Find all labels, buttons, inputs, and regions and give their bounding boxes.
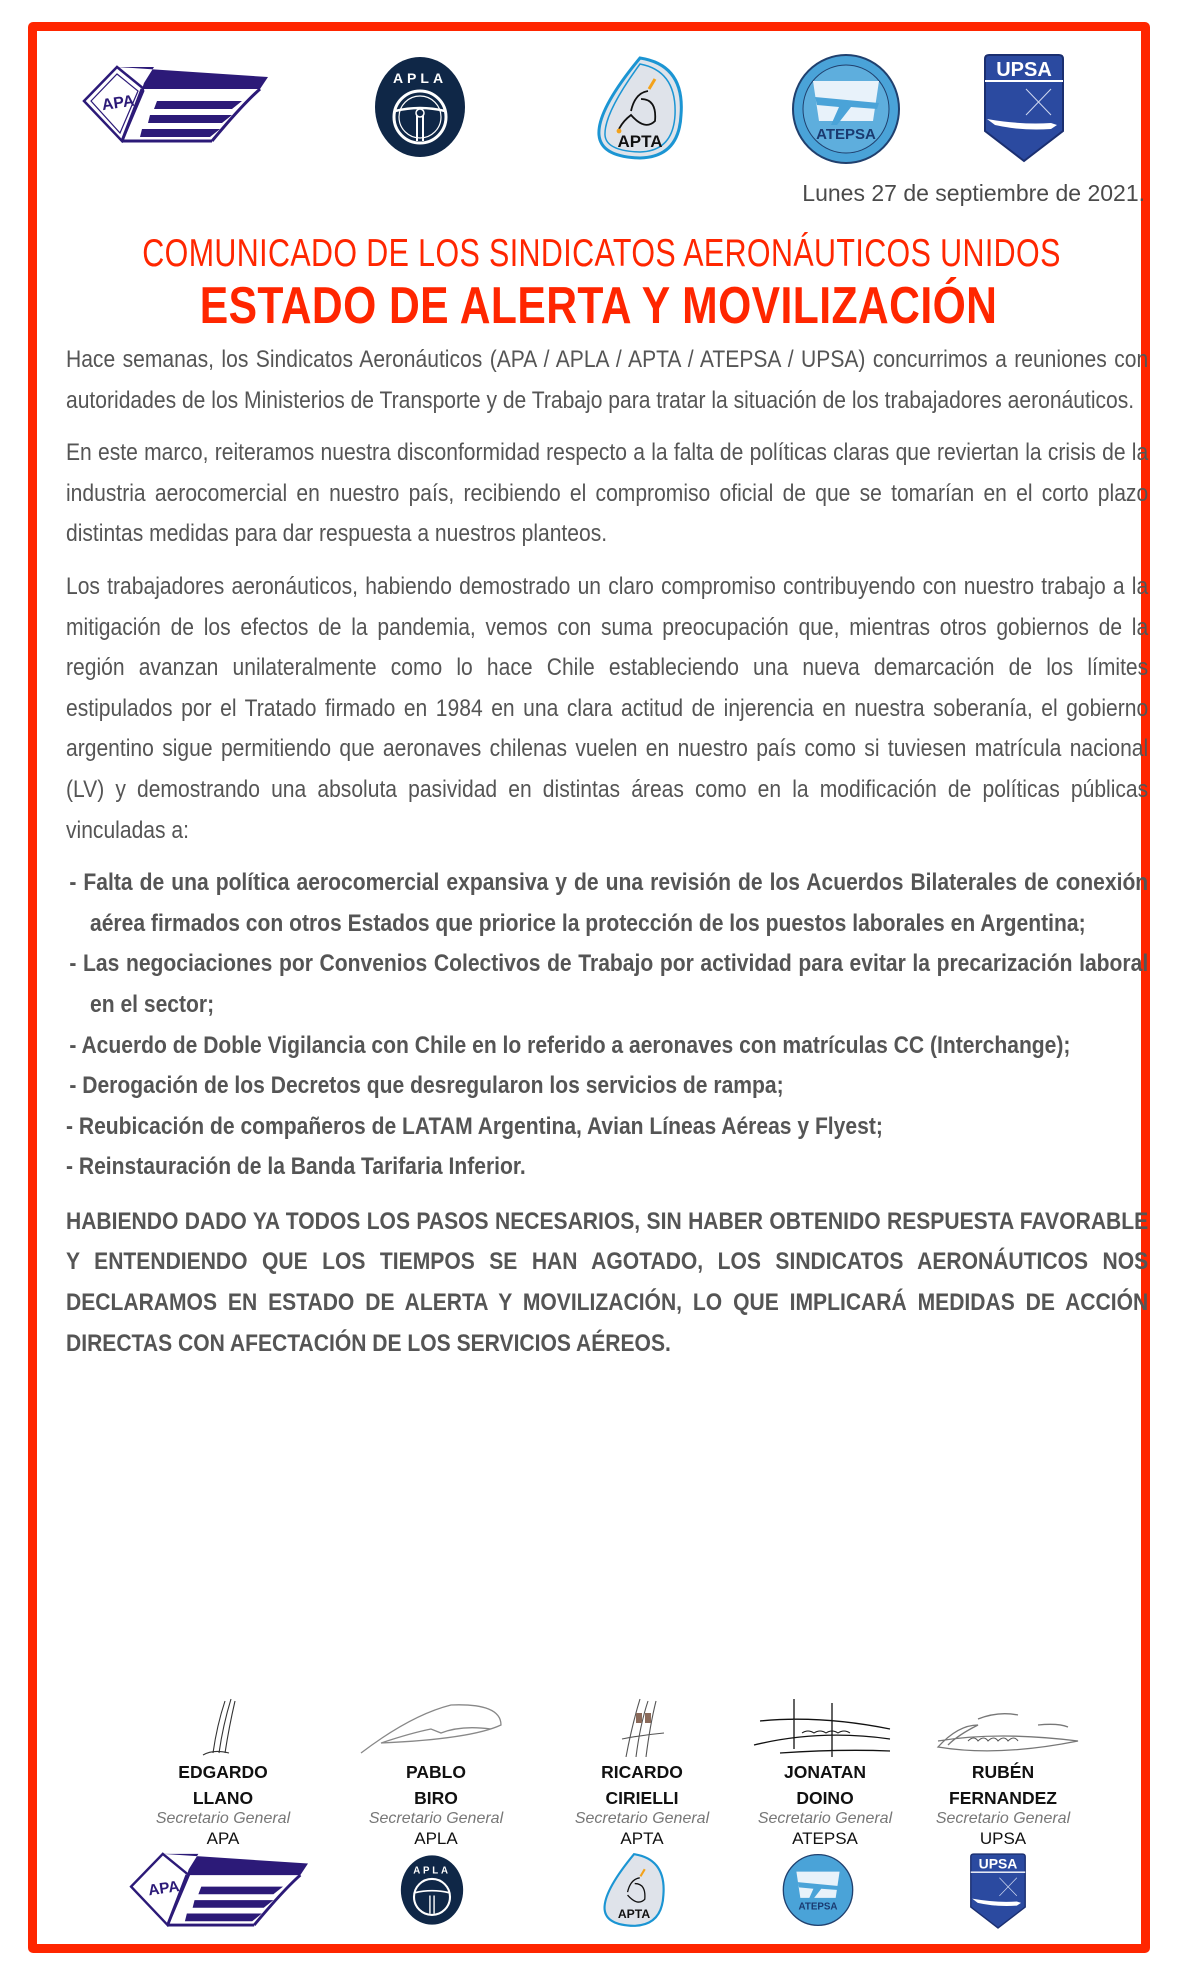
atepsa-logo-icon — [782, 1852, 854, 1928]
svg-text:APA: APA — [100, 92, 136, 115]
list-item: - Reubicación de compañeros de LATAM Argentina, Avian Líneas Aéreas y Flyest; — [66, 1112, 883, 1140]
apla-logo-icon — [397, 1854, 467, 1926]
signatory-upsa: RUBÉN FERNANDEZ Secretario General UPSA — [918, 1695, 1088, 1850]
paragraph: Los trabajadores aeronáuticos, habiendo demostrado un claro compromiso contribuyendo con nuestro trabajo a la mitigación de los efectos de la pandemia, vemos con suma preocupación que, mientras otros gobiernos de la región avanzan unilateralmente como lo hace Chile estableciendo una nueva demarcación de los límites estipulados por el Tratado firmado en 1984 en una clara actitud de injerencia en nuestra soberanía, el gobierno argentino sigue permitiendo que aeronaves chilenas vuelen en nuestro país como si tuviesen matrícula nacional (LV) y demostrando una absoluta pasividad en distintas áreas como en la modificación de políticas públicas vinculadas a: — [66, 572, 1149, 844]
document-title: ESTADO DE ALERTA Y MOVILIZACIÓN — [199, 277, 998, 335]
list-item: - Derogación de los Decretos que desregularon los servicios de rampa; — [69, 1072, 784, 1100]
svg-text:ATEPSA: ATEPSA — [816, 126, 876, 143]
list-item: - Las negociaciones por Convenios Colectivos de Trabajo por actividad para evitar la precarización laboral en el sector; — [69, 950, 1149, 1018]
list-item: - Reinstauración de la Banda Tarifaria Inferior. — [66, 1153, 526, 1181]
signatory-atepsa: JONATAN DOINO Secretario General ATEPSA — [740, 1695, 910, 1850]
apta-logo-icon — [595, 55, 685, 161]
list-item: - Acuerdo de Doble Vigilancia con Chile en lo referido a aeronaves con matrículas CC (Interchange); — [69, 1031, 1071, 1059]
apla-logo-icon — [373, 55, 467, 159]
atepsa-logo-icon — [791, 53, 901, 165]
bottom-logo-row — [0, 1852, 1200, 1937]
demands-list — [66, 863, 1148, 1188]
upsa-logo-icon — [981, 53, 1067, 163]
signature-icon — [602, 1695, 682, 1757]
svg-text:UPSA: UPSA — [978, 1855, 1018, 1872]
signature-icon — [918, 1695, 1088, 1757]
top-logo-row — [0, 45, 1200, 165]
signatory-apa: EDGARDO LLANO Secretario General APA — [138, 1695, 308, 1850]
list-item: - Falta de una política aerocomercial expansiva y de una revisión de los Acuerdos Bilaterales de conexión aérea firmados con otros Estados que priorice la protección de los puestos laborales en Argentina; — [69, 869, 1149, 937]
signature-icon — [351, 1695, 521, 1757]
signatory-apla: PABLO BIRO Secretario General APLA — [351, 1695, 521, 1850]
document-body — [66, 340, 1148, 1376]
signatory-apta: RICARDO CIRIELLI Secretario General APTA — [557, 1695, 727, 1850]
svg-text:APTA: APTA — [617, 132, 663, 151]
svg-text:APLA: APLA — [392, 70, 448, 86]
svg-text:APA: APA — [147, 1878, 181, 1900]
apta-logo-icon — [600, 1852, 668, 1928]
paragraph: Hace semanas, los Sindicatos Aeronáuticos (APA / APLA / APTA / ATEPSA / UPSA) concurrimos a reuniones con autoridades de los Ministerios de Transporte y de Trabajo para tratar la situación de los trabajadores aeronáuticos. — [66, 346, 1149, 414]
signature-icon — [183, 1695, 263, 1757]
paragraph: En este marco, reiteramos nuestra disconformidad respecto a la falta de políticas claras que reviertan la crisis de la industria aerocomercial en nuestro país, recibiendo el compromiso oficial de que se tomarían en el corto plazo distintas medidas para dar respuesta a nuestros planteos. — [66, 439, 1149, 548]
upsa-logo-icon — [968, 1852, 1028, 1930]
svg-text:APTA: APTA — [617, 1906, 651, 1921]
svg-text:UPSA: UPSA — [996, 59, 1052, 81]
apa-logo-icon — [82, 65, 272, 143]
svg-text:ATEPSA: ATEPSA — [798, 1901, 838, 1913]
signature-icon — [740, 1695, 910, 1757]
signatures-section — [0, 1695, 1200, 1855]
closing-statement: HABIENDO DADO YA TODOS LOS PASOS NECESARIOS, SIN HABER OBTENIDO RESPUESTA FAVORABLE Y ENTENDIENDO QUE LOS TIEMPOS SE HAN AGOTADO, LOS SINDICATOS AERONÁUTICOS NOS DECLARAMOS EN ESTADO DE ALERTA Y MOVILIZACIÓN, LO QUE IMPLICARÁ MEDIDAS DE ACCIÓN DIRECTAS CON AFECTACIÓN DE LOS SERVICIOS AÉREOS. — [66, 1207, 1149, 1357]
svg-text:APLA: APLA — [413, 1865, 451, 1877]
apa-logo-icon — [118, 1852, 323, 1927]
document-subtitle: COMUNICADO DE LOS SINDICATOS AERONÁUTICOS UNIDOS — [142, 232, 1061, 275]
document-date: Lunes 27 de septiembre de 2021. — [802, 180, 1145, 206]
